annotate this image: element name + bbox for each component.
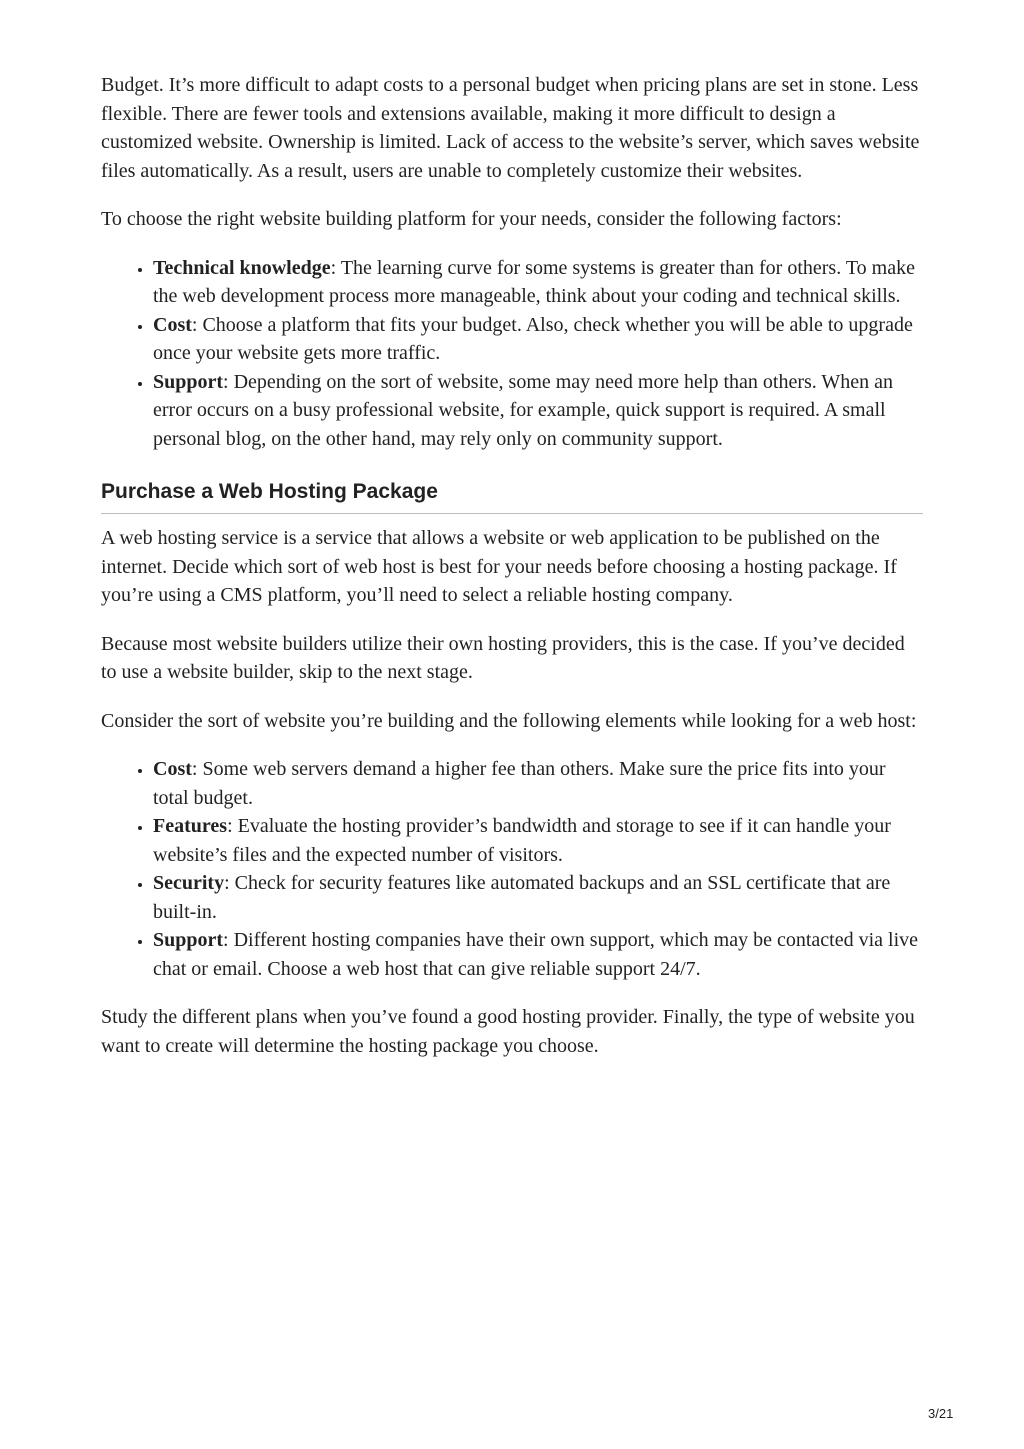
section-paragraph-2: Because most website builders utilize their own hosting providers, this is the case. If you’ve decided to use a website builder, skip to the next stage.: [101, 632, 905, 683]
list-item-term: Support: [153, 929, 224, 951]
list-item: [153, 869, 923, 926]
article-body: [101, 71, 923, 1080]
list-item-text: : Some web servers demand a higher fee than others. Make sure the price fits into your total budget.: [153, 758, 886, 809]
section-paragraph-3: Consider the sort of website you’re building and the following elements while looking for a web host:: [101, 709, 917, 732]
list-item: [153, 311, 923, 368]
section-heading: Purchase a Web Hosting Package: [101, 479, 923, 514]
list-item-term: Cost: [153, 758, 192, 780]
intro-paragraph-2: To choose the right website building platform for your needs, consider the following factors:: [101, 208, 842, 230]
list-item-text: : Depending on the sort of website, some may need more help than others. When an error occurs on a busy professional website, for example, quick support is required. A small personal blog, on the other hand, may rely only on community support.: [153, 370, 894, 450]
list-item-term: Technical knowledge: [153, 256, 331, 279]
list-item: [153, 368, 923, 454]
list-item-text: : Evaluate the hosting provider’s bandwidth and storage to see if it can handle your website’s files and the expected number of visitors.: [153, 815, 891, 866]
list-item-term: Features: [153, 815, 228, 837]
list-item-term: Cost: [153, 313, 192, 336]
section-paragraph-1: A web hosting service is a service that allows a website or web application to be published on the internet. Decide which sort of web host is best for your needs before choosing a hosting package. If you’re using a CMS platform, you’ll need to select a reliable hosting company.: [101, 527, 897, 606]
list-item-term: Support: [153, 370, 224, 393]
platform-factors-list: [101, 254, 923, 454]
list-item: [153, 812, 923, 869]
hosting-elements-list: [101, 755, 923, 983]
list-item: [153, 254, 923, 311]
list-item-text: : Different hosting companies have their own support, which may be contacted via live chat or email. Choose a web host that can give reliable support 24/7.: [153, 929, 919, 980]
list-item-text: : Choose a platform that fits your budget. Also, check whether you will be able to upgrade once your website gets more traffic.: [153, 313, 913, 364]
list-item-term: Security: [153, 872, 225, 894]
page-number: 3/21: [928, 1406, 954, 1421]
intro-paragraph-1: Budget. It’s more difficult to adapt costs to a personal budget when pricing plans are set in stone. Less flexible. There are fewer tools and extensions available, making it more difficult to design a customized website. Ownership is limited. Lack of access to the website’s server, which saves website files automatically. As a result, users are unable to completely customize their websites.: [101, 74, 920, 182]
section-paragraph-4: Study the different plans when you’ve found a good hosting provider. Finally, the type of website you want to create will determine the hosting package you choose.: [101, 1006, 915, 1057]
list-item: [153, 926, 923, 983]
list-item-text: : The learning curve for some systems is greater than for others. To make the web development process more manageable, think about your coding and technical skills.: [153, 256, 915, 307]
list-item: [153, 755, 923, 812]
list-item-text: : Check for security features like automated backups and an SSL certificate that are built-in.: [153, 872, 891, 923]
